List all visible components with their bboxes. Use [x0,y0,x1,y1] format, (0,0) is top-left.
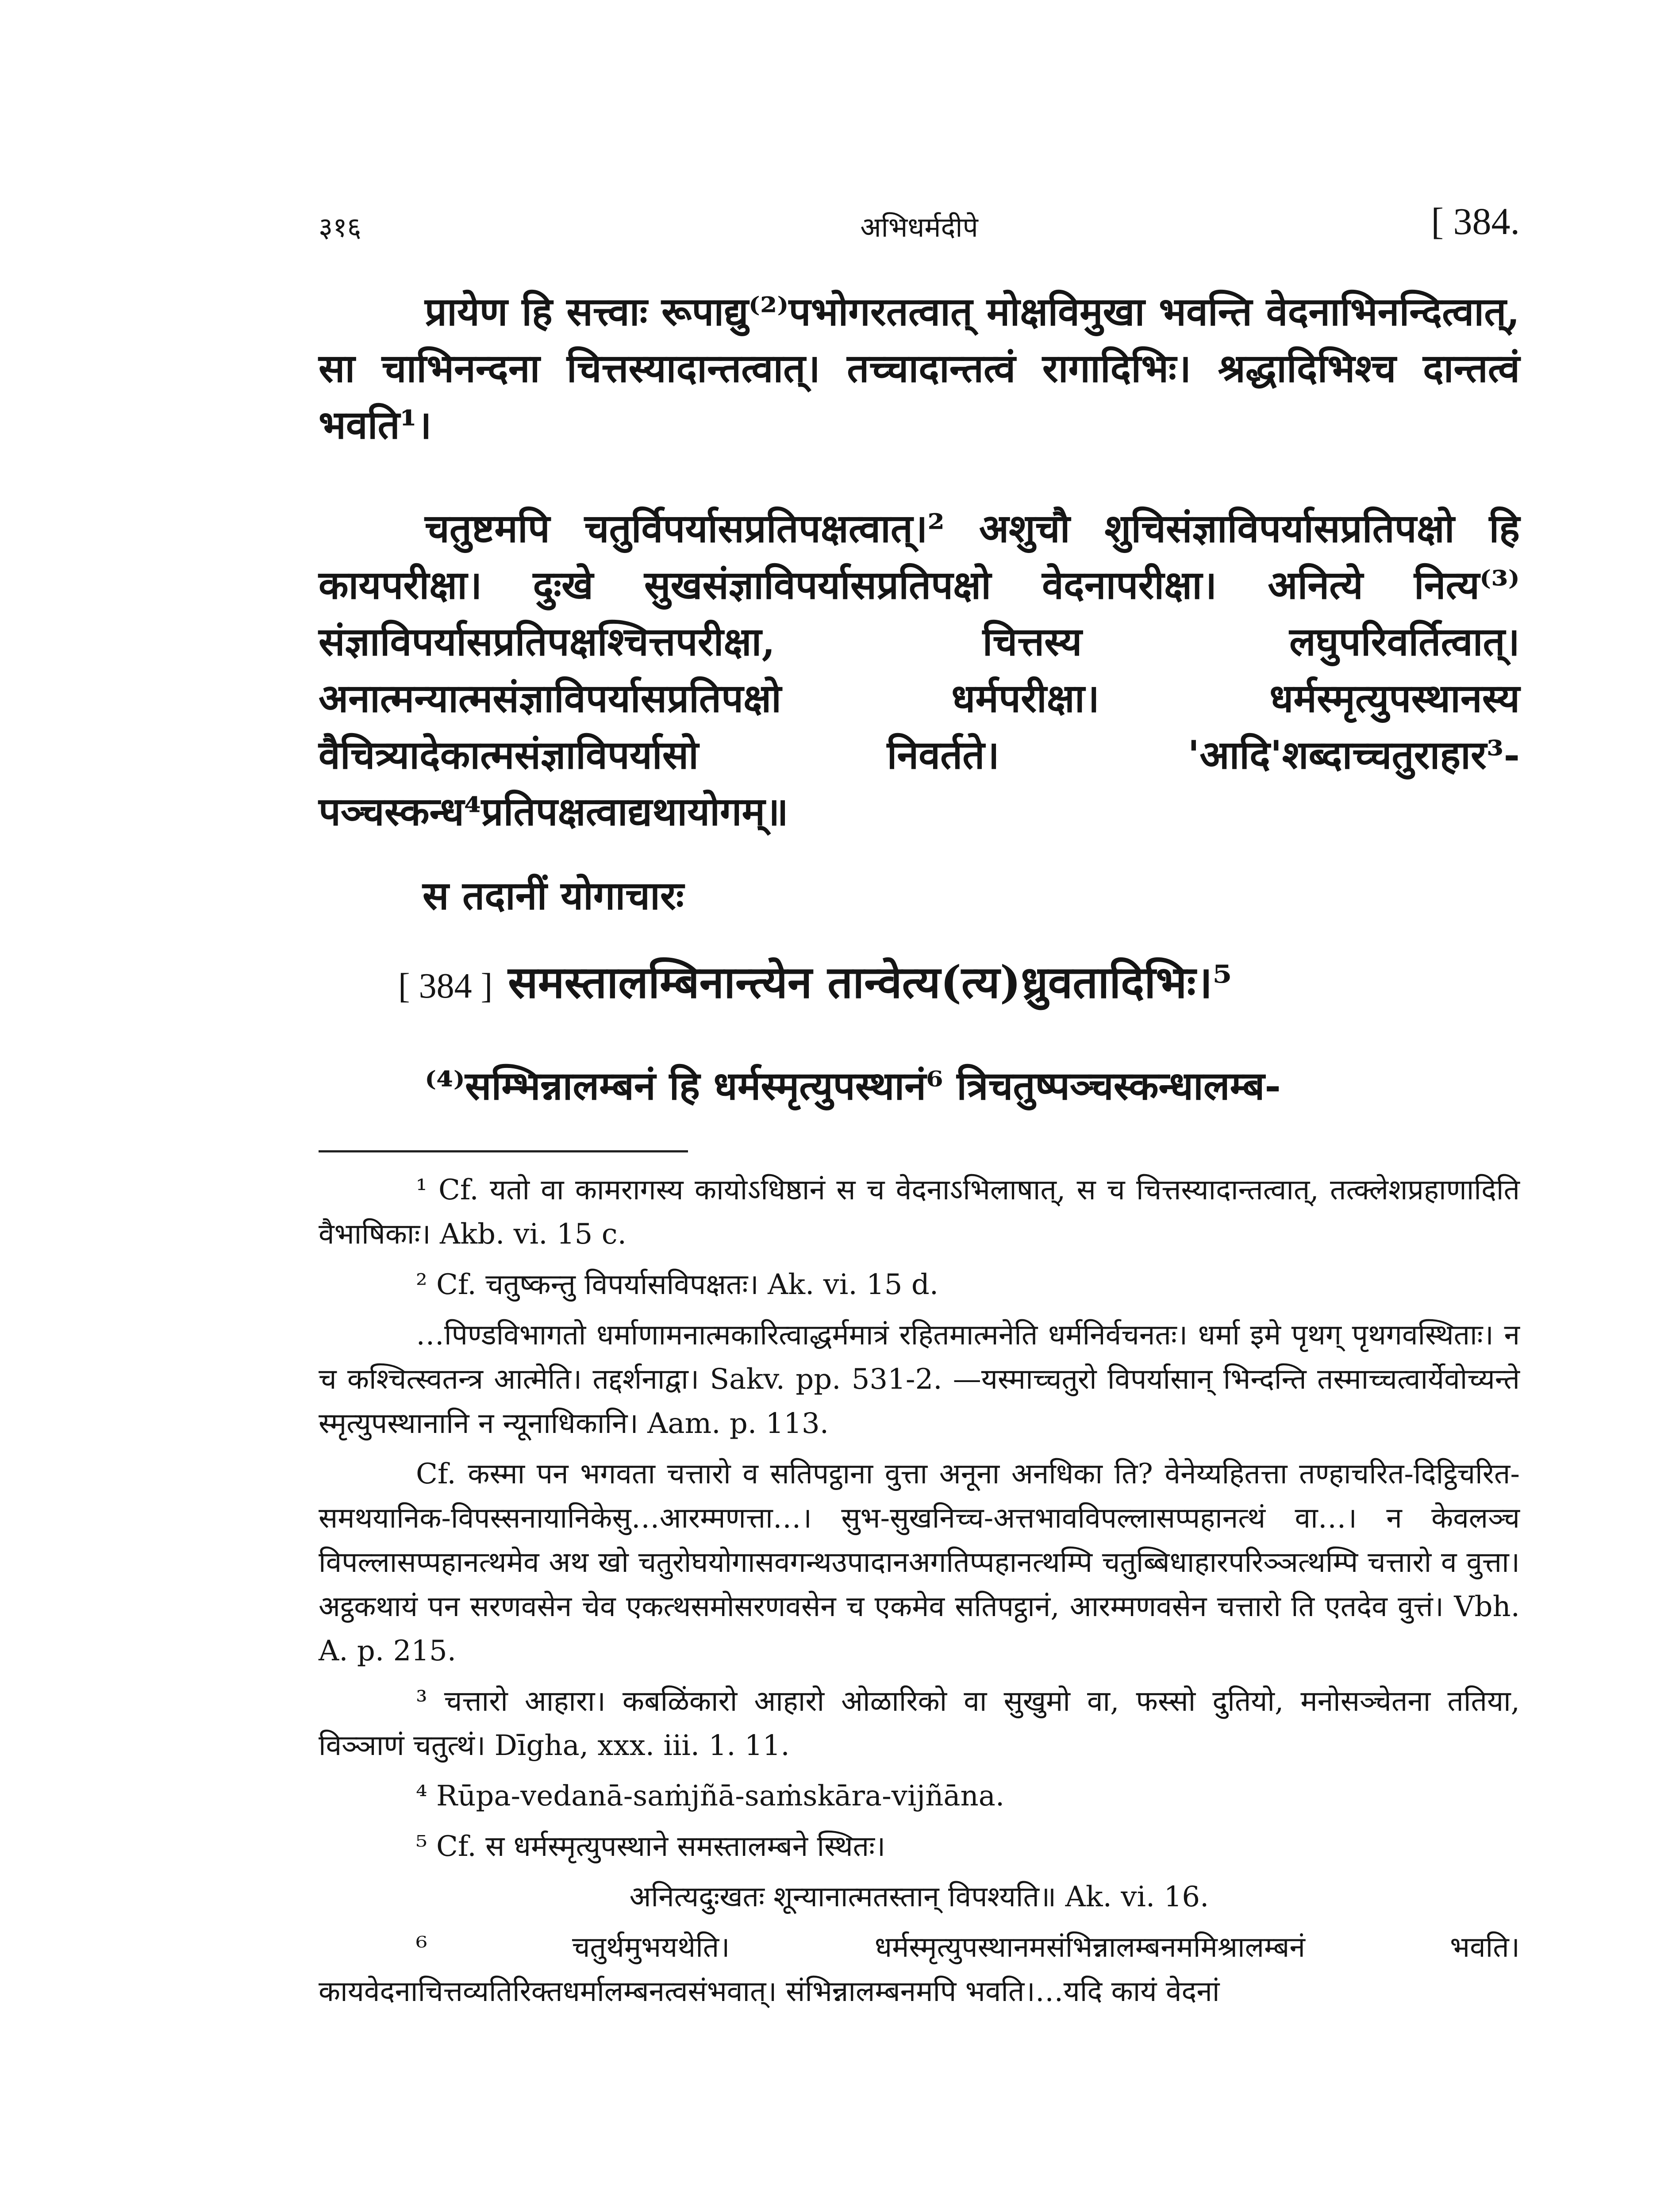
footnote-2-pali: Cf. कस्मा पन भगवता चत्तारो व सतिपट्ठाना वुत्ता अनूना अनधिका ति? वेनेय्यहितत्ता तण्हाचरित-दिट्ठिचरित-समथयानिक-विपस्सनायानिकेसु…आरम्मणत्ता…। सुभ-सुखनिच्च-अत्तभावविपल्लासप्पहानत्थं वा…। न केवलञ्च विपल्लासप्पहानत्थमेव अथ खो चतुरोघयोगासवगन्थउपादानअगतिप्पहानत्थम्पि चतुब्बिधाहारपरिञ्ञत्थम्पि चत्तारो व वुत्ता। अट्ठकथायं पन सरणवसेन चेव एकत्थसमोसरणवसेन च एकमेव सतिपट्ठानं, आरम्मणवसेन चत्तारो ति एतदेव वुत्तं। Vbh. A. p. 215. [319,1458,1520,1667]
verse-number: [ 384 ] [398,967,493,1006]
footnote-6: ⁶ चतुर्थमुभयथेति। धर्मस्मृत्युपस्थानमसंभिन्नालम्बनममिश्रालम्बनं भवति। कायवेदनाचित्तव्यतिरिक्तधर्मालम्बनत्वसंभवात्। संभिन्नालम्बनमपि भवति।…यदि कायं वेदनां [319,1931,1520,2008]
page-number: ३१६ [319,211,361,243]
main-paragraph-3: स तदानीं योगाचारः [423,872,684,918]
verse-reference: [ 384. [1431,200,1520,242]
footnote-3: ³ चत्तारो आहारा। कबळिंकारो आहारो ओळारिको वा सुखुमो वा, फस्सो दुतियो, मनोसञ्चेतना ततिया, विञ्ञाणं चतुत्थं। Dīgha, xxx. iii. 1. 11. [319,1685,1520,1762]
footnote-2: ² Cf. चतुष्कन्तु विपर्यासविपक्षतः। Ak. vi. 15 d. [416,1268,939,1301]
main-paragraph-1: प्रायेण हि सत्त्वाः रूपाद्यु⁽²⁾पभोगरतत्वात् मोक्षविमुखा भवन्ति वेदनाभिनन्दित्वात्, सा चाभिनन्दना चित्तस्यादान्तत्वात्। तच्चादान्तत्वं रागादिभिः। श्रद्धादिभिश्च दान्तत्वं भवति¹। [319,288,1520,448]
running-title: अभिधर्मदीपे [860,211,978,243]
main-paragraph-4: ⁽⁴⁾सम्भिन्नालम्बनं हि धर्मस्मृत्युपस्थानं⁶ त्रिचतुष्पञ्चस्कन्धालम्ब- [425,1063,1281,1109]
footnote-2-continued: …पिण्डविभागतो धर्माणामनात्मकारित्वाद्धर्ममात्रं रहितमात्मनेति धर्मनिर्वचनतः। धर्मा इमे पृथग् पृथगवस्थिताः। न च कश्चित्स्वतन्त्र आत्मेति। तद्दर्शनाद्वा। Sakv. pp. 531-2. —यस्माच्चतुरो विपर्यासान् भिन्दन्ति तस्माच्चत्वार्येवोच्यन्ते स्मृत्युपस्थानानि न न्यूनाधिकानि। Aam. p. 113. [319,1319,1520,1440]
footnote-4: ⁴ Rūpa-vedanā-saṁjñā-saṁskāra-vijñāna. [416,1780,1005,1813]
footnote-1: ¹ Cf. यतो वा कामरागस्य कायोऽधिष्ठानं स च वेदनाऽभिलाषात्, स च चित्तस्यादान्तत्वात्, तत्क्लेशप्रहाणादिति वैभाषिकाः। Akb. vi. 15 c. [319,1174,1520,1251]
verse-384 [398,951,1520,1017]
footnote-5-verse: अनित्यदुःखतः शून्यानात्मतस्तान् विपश्यति॥ Ak. vi. 16. [629,1881,1209,1913]
main-paragraph-2: चतुष्टमपि चतुर्विपर्यासप्रतिपक्षत्वात्।² अशुचौ शुचिसंज्ञाविपर्यासप्रतिपक्षो हि कायपरीक्षा। दुःखे सुखसंज्ञाविपर्यासप्रतिपक्षो वेदनापरीक्षा। अनित्ये नित्य⁽³⁾संज्ञाविपर्यासप्रतिपक्षश्चित्तपरीक्षा, चित्तस्य लघुपरिवर्तित्वात्। अनात्मन्यात्मसंज्ञाविपर्यासप्रतिपक्षो धर्मपरीक्षा। धर्मस्मृत्युपस्थानस्य वैचित्र्यादेकात्मसंज्ञाविपर्यासो निवर्तते। 'आदि'शब्दाच्चतुराहार³-पञ्चस्कन्ध⁴प्रतिपक्षत्वाद्यथायोगम्॥ [319,505,1520,834]
footnote-5: ⁵ Cf. स धर्मस्मृत्युपस्थाने समस्तालम्बने स्थितः। [416,1830,886,1863]
page-header [319,199,1520,248]
verse-text: समस्तालम्बिनान्त्येन तान्वेत्य(त्य)ध्रुवतादिभिः।⁵ [508,956,1232,1008]
footnote-divider [319,1150,688,1152]
footnotes [319,1168,1520,2020]
